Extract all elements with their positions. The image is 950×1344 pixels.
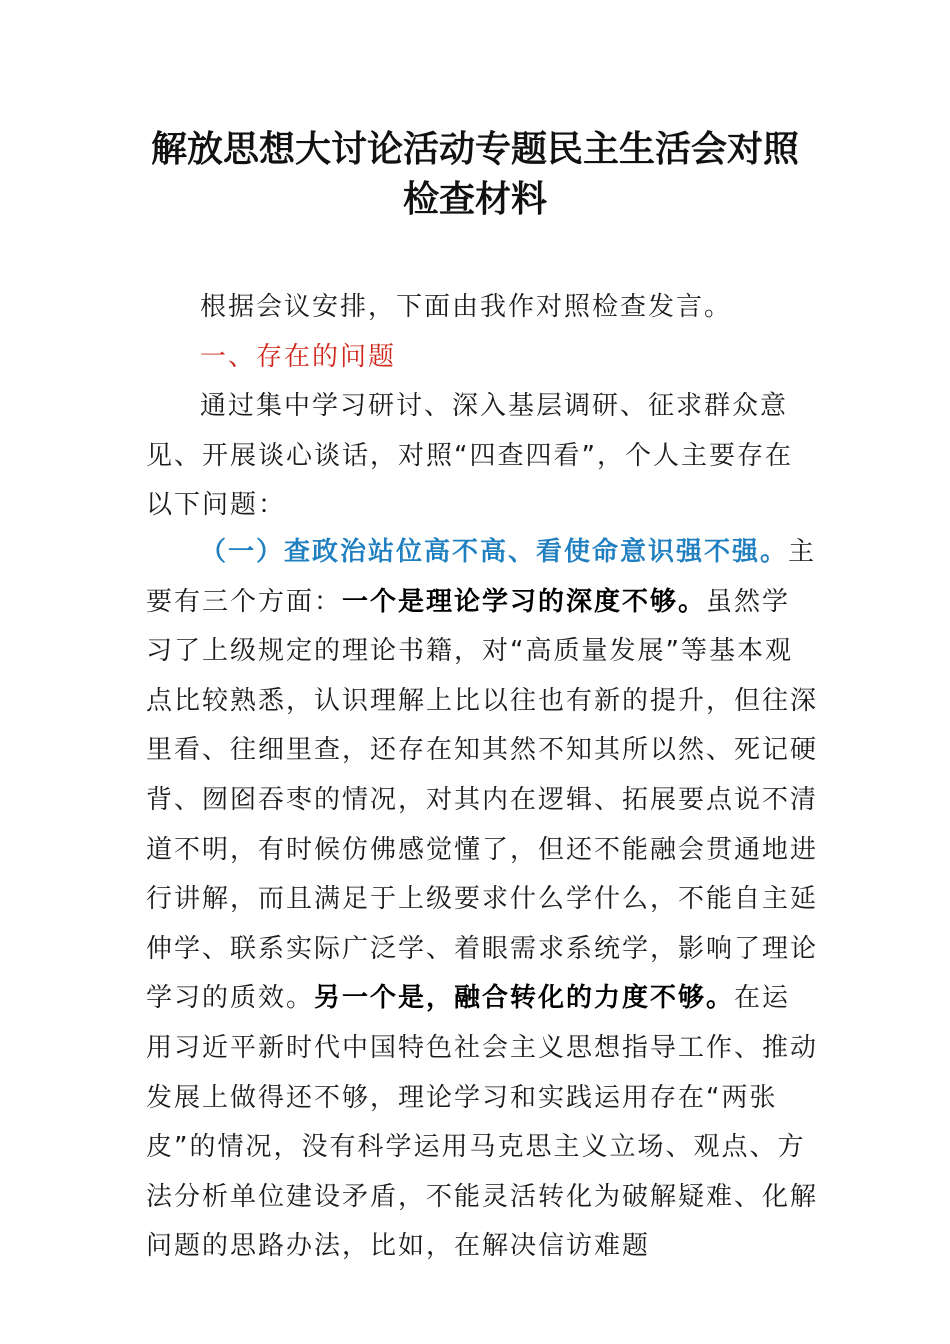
paragraph-overview: 通过集中学习研讨、深入基层调研、征求群众意见、开展谈心谈话，对照“四查四看”，个人主要存在以下问题：	[146, 391, 793, 521]
paragraph-text-segment: 在运用习近平新时代中国特色社会主义思想指导工作、推动发展上做得还不够，理论学习和实践运用存在“两张皮”的情况，没有科学运用马克思主义立场、观点、方法分析单位建设矛盾，不能灵活转化为破解疑难、化解问题的思路办法，比如，在解决信访难题	[146, 983, 819, 1262]
intro-paragraph: 根据会议安排，下面由我作对照检查发言。	[200, 292, 733, 322]
subheading-political-stance: （一）查政治站位高不高、看使命意识强不强。	[200, 537, 789, 567]
paragraph-text-segment: 主要有三个方面：	[146, 537, 817, 617]
document-title-line-2: 检查材料	[402, 178, 547, 220]
document-title-line-1: 解放思想大讨论活动专题民主生活会对照	[150, 128, 799, 170]
section-heading-problems: 一、存在的问题	[200, 342, 397, 372]
paragraph-text-segment: 虽然学习了上级规定的理论书籍，对“高质量发展”等基本观点比较熟悉，认识理解上比以往也有新的提升，但往深里看、往细里查，还存在知其然不知其所以然、死记硬背、囫囵吞枣的情况，对其内在逻辑、拓展要点说不清道不明，有时候仿佛感觉懂了，但还不能融会贯通地进行讲解，而且满足于上级要求什么学什么，不能自主延伸学、联系实际广泛学、着眼需求系统学，影响了理论学习的质效。	[146, 586, 819, 1014]
paragraph-political-stance	[146, 528, 818, 1272]
emphasis-theory-depth: 一个是理论学习的深度不够。	[342, 586, 707, 617]
emphasis-integration-strength: 另一个是，融合转化的力度不够。	[314, 983, 735, 1014]
